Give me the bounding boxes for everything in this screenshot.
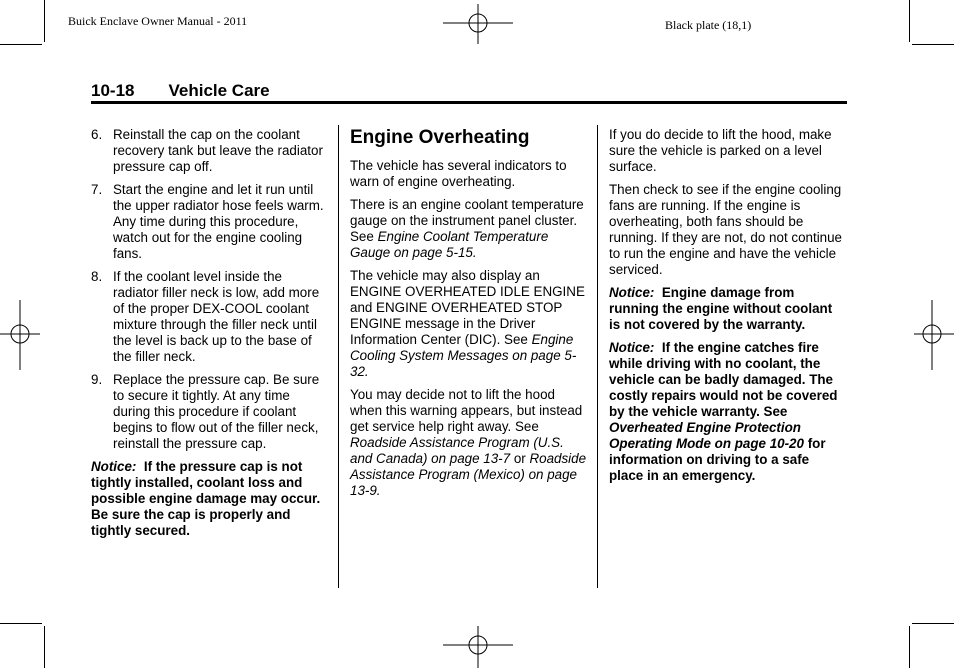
heading-rule xyxy=(91,101,847,104)
notice-label: Notice: xyxy=(609,340,655,355)
step-number: 8. xyxy=(91,269,103,284)
crop-mark-bottom-right-vertical xyxy=(909,626,910,668)
column-1 xyxy=(91,127,329,546)
step-number: 9. xyxy=(91,372,103,387)
crop-mark-bottom-left-vertical xyxy=(44,626,45,668)
paragraph-text: or xyxy=(513,451,526,466)
step-number: 7. xyxy=(91,182,103,197)
step-text: Start the engine and let it run until the upper radiator hose feels warm. Any time during this procedure, watch out for the engine cooling fans. xyxy=(113,182,324,261)
registration-mark-left xyxy=(0,298,42,372)
cross-reference-link[interactable]: Overheated Engine Protection Operating Mode on page 10-20 xyxy=(609,420,804,451)
column-divider-1 xyxy=(338,125,339,588)
page-heading xyxy=(91,81,270,101)
paragraph: Then check to see if the engine cooling fans are running. If the engine is overheating, both fans should be running. If they are not, do not continue to run the engine and have the vehicle serviced. xyxy=(609,182,843,277)
step-number: 6. xyxy=(91,127,103,142)
step-item xyxy=(91,127,329,175)
paragraph-text: The vehicle may also display an ENGINE OVERHEATED IDLE ENGINE and ENGINE OVERHEATED STOP ENGINE message in the Driver Information Center (DIC). See xyxy=(350,268,585,347)
step-text: If the coolant level inside the radiator filler neck is low, add more of the proper DEX-COOL coolant mixture through the filler neck until the level is back up to the base of the filler neck. xyxy=(113,269,320,364)
paragraph: The vehicle has several indicators to warn of engine overheating. xyxy=(350,158,567,189)
paragraph xyxy=(350,197,588,261)
paragraph: If you do decide to lift the hood, make sure the vehicle is parked on a level surface. xyxy=(609,127,832,174)
crop-mark-bottom-right-horizontal xyxy=(912,623,954,624)
cross-reference-link[interactable]: Engine Cooling System Messages on page 5-32. xyxy=(350,332,577,379)
paragraph xyxy=(350,387,588,499)
registration-mark-bottom xyxy=(441,626,515,668)
column-3 xyxy=(609,127,847,491)
paragraph-text: There is an engine coolant temperature gauge on the instrument panel cluster. See xyxy=(350,197,584,244)
cross-reference-link[interactable]: Engine Coolant Temperature Gauge on page 5-15. xyxy=(350,229,549,260)
cross-reference-link[interactable]: Roadside Assistance Program (U.S. and Canada) on page 13-7 xyxy=(350,435,564,466)
step-text: Reinstall the cap on the coolant recovery tank but leave the radiator pressure cap off. xyxy=(113,127,323,174)
notice-label: Notice: xyxy=(609,285,655,300)
page-number: 10-18 xyxy=(91,81,135,100)
notice-text: for information on driving to a safe place in an emergency. xyxy=(609,436,826,483)
step-item xyxy=(91,269,329,365)
registration-mark-top xyxy=(441,4,515,44)
step-item xyxy=(91,182,329,262)
step-text: Replace the pressure cap. Be sure to secure it tightly. At any time during this procedure if coolant begins to flow out of the filler neck, reinstall the pressure cap. xyxy=(113,372,320,451)
notice-label: Notice: xyxy=(91,459,137,474)
cross-reference-link[interactable]: Roadside Assistance Program (Mexico) on page 13-9. xyxy=(350,451,587,498)
notice-paragraph xyxy=(609,285,847,333)
crop-mark-top-right-vertical xyxy=(909,0,910,42)
notice-paragraph xyxy=(91,459,329,539)
paragraph xyxy=(350,268,588,380)
crop-mark-bottom-left-horizontal xyxy=(0,623,42,624)
crop-mark-top-left-vertical xyxy=(44,0,45,42)
crop-mark-top-left-horizontal xyxy=(0,44,42,45)
column-divider-2 xyxy=(597,125,598,588)
registration-mark-right xyxy=(912,298,954,372)
step-item xyxy=(91,372,329,452)
section-heading: Engine Overheating xyxy=(350,127,530,148)
notice-text: If the engine catches fire while driving with no coolant, the vehicle can be badly damaged. The costly repairs would not be covered by the vehicle warranty. See xyxy=(609,340,838,419)
column-2 xyxy=(350,127,588,506)
plate-label: Black plate (18,1) xyxy=(665,18,752,32)
notice-paragraph xyxy=(609,340,847,484)
manual-title: Buick Enclave Owner Manual - 2011 xyxy=(68,14,248,28)
section-title: Vehicle Care xyxy=(168,81,270,100)
notice-text: If the pressure cap is not tightly installed, coolant loss and possible engine damage may occur. Be sure the cap is properly and tightly secured. xyxy=(91,459,321,538)
crop-mark-top-right-horizontal xyxy=(912,44,954,45)
paragraph-text: You may decide not to lift the hood when this warning appears, but instead get service help right away. See xyxy=(350,387,583,434)
notice-text: Engine damage from running the engine without coolant is not covered by the warranty. xyxy=(609,285,833,332)
